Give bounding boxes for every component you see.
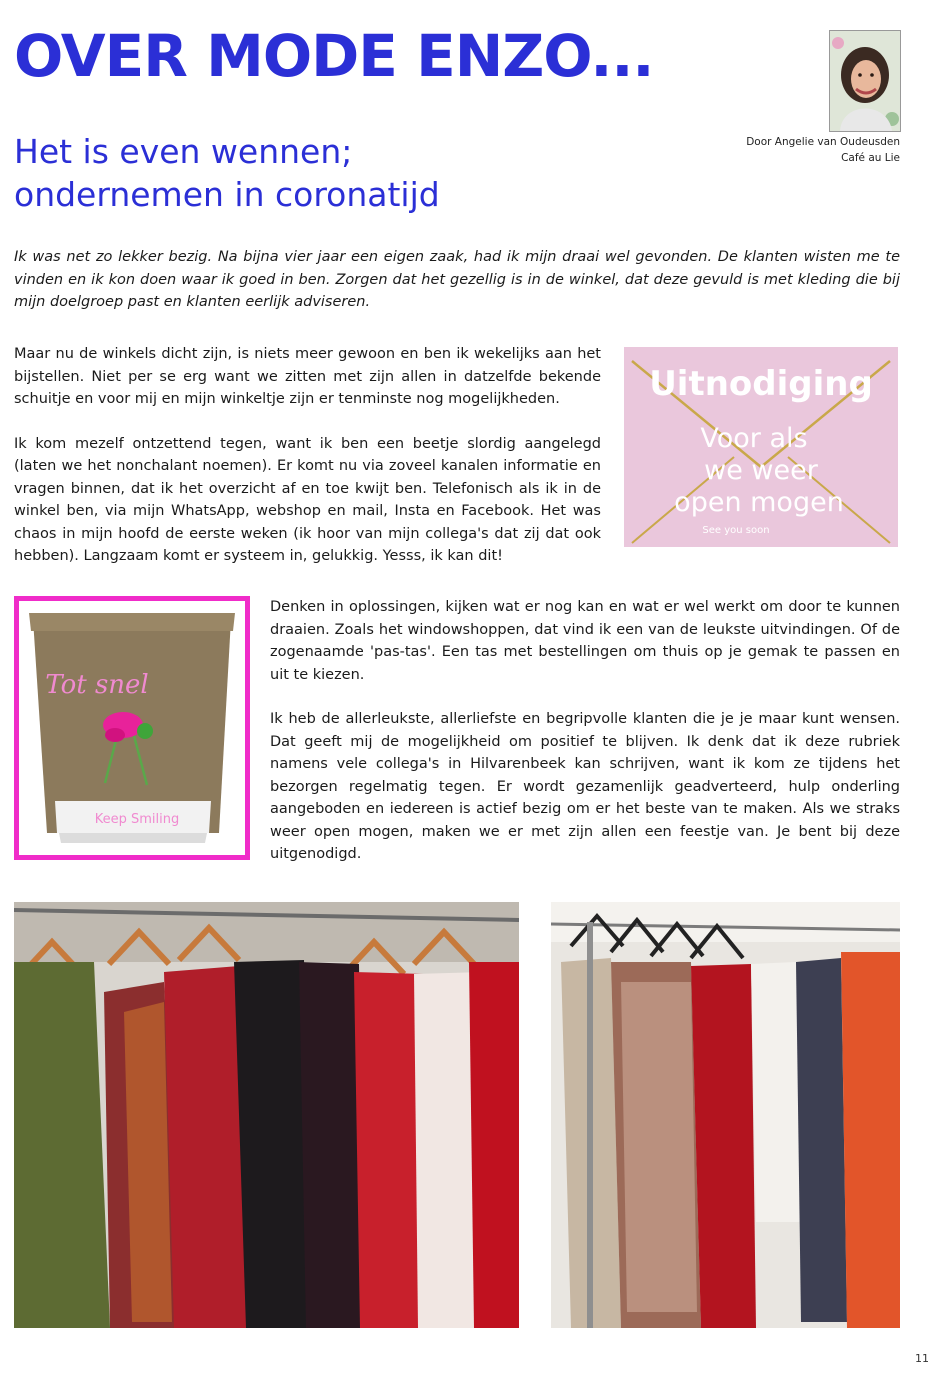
- invitation-footer: See you soon: [702, 525, 770, 536]
- body-paragraph-1: Maar nu de winkels dicht zijn, is niets meer gewoon en ben ik wekelijks aan het bijstellen. Niet per se erg want we zitten met zijn allen in datzelfde bekende schuitje en voor mij en mijn winkeltje zijn er tenminste nog mogelijkheden.: [14, 346, 601, 407]
- byline-author: Door Angelie van Oudeusden: [746, 136, 900, 148]
- byline: [700, 134, 900, 166]
- invitation-line-2: we weer: [704, 455, 818, 486]
- article-subtitle: [14, 130, 440, 216]
- right-column: [270, 596, 900, 866]
- subtitle-line-2: ondernemen in coronatijd: [14, 175, 440, 214]
- body-paragraph-4: Ik heb de allerleukste, allerliefste en begripvolle klanten die je je maar kunt wensen. Dat geeft mij de mogelijkheid om positief te blijven. Ik denk dat ik deze rubriek namens vele collega's in Hilvarenbeek kan schrijven, want ik kom ze tijdens het bezorgen regelmatig tegen. Er wordt gezamenlijk geadverteerd, hulp onderling aangeboden en iedereen is actief bezig om er het beste van te maken. Als we straks weer open mogen, maken we er met zijn allen een feestje van. Je bent bij deze uitgenodigd.: [270, 711, 900, 862]
- clothing-rack-photo-right: [551, 902, 900, 1328]
- page-title: OVER MODE ENZO...: [14, 22, 654, 90]
- invitation-heading: Uitnodiging: [649, 364, 873, 404]
- invitation-line-1: Voor als: [700, 423, 808, 454]
- invitation-line-3: open mogen: [674, 487, 844, 518]
- cup-bottom-text: Keep Smiling: [94, 812, 180, 827]
- body-paragraph-2: Ik kom mezelf ontzettend tegen, want ik ben een beetje slordig aangelegd (laten we het nonchalant noemen). Er komt nu via zoveel kanalen informatie en vragen binnen, dat ik het overzicht af en toe kwijt ben. Telefonisch als ik in de winkel ben, via mijn WhatsApp, webshop en mail, Insta en Facebook. Het was chaos in mijn hoofd de eerste weken (ik hoor van mijn collega's dat zij dat ook hebben). Langzaam komt er systeem in, gelukkig. Yesss, ik kan dit!: [14, 435, 601, 564]
- left-column: [14, 343, 601, 568]
- invitation-card-image: [624, 347, 898, 547]
- byline-shop: Café au Lie: [841, 152, 900, 164]
- subtitle-line-1: Het is even wennen;: [14, 132, 353, 171]
- body-paragraph-3: Denken in oplossingen, kijken wat er nog kan en wat er wel werkt om door te kunnen draaien. Zoals het windowshoppen, dat vind ik een van de leukste uitvindingen. Of de zogenaamde 'pas-tas'. Een tas met bestellingen om thuis op je gemak te passen en uit te kiezen.: [270, 599, 900, 683]
- page-number: 11: [915, 1352, 929, 1365]
- cup-script-text: Tot snel: [45, 670, 149, 700]
- clothing-rack-photo-left: [14, 902, 519, 1328]
- intro-paragraph: Ik was net zo lekker bezig. Na bijna vier jaar een eigen zaak, had ik mijn draai wel gevonden. De klanten wisten me te vinden en ik kon doen waar ik goed in ben. Zorgen dat het gezellig is in de winkel, dat deze gevuld is met kleding die bij mijn doelgroep past en klanten eerlijk adviseren.: [14, 249, 900, 310]
- author-portrait: [829, 30, 901, 132]
- coffee-cup-image: [14, 596, 250, 860]
